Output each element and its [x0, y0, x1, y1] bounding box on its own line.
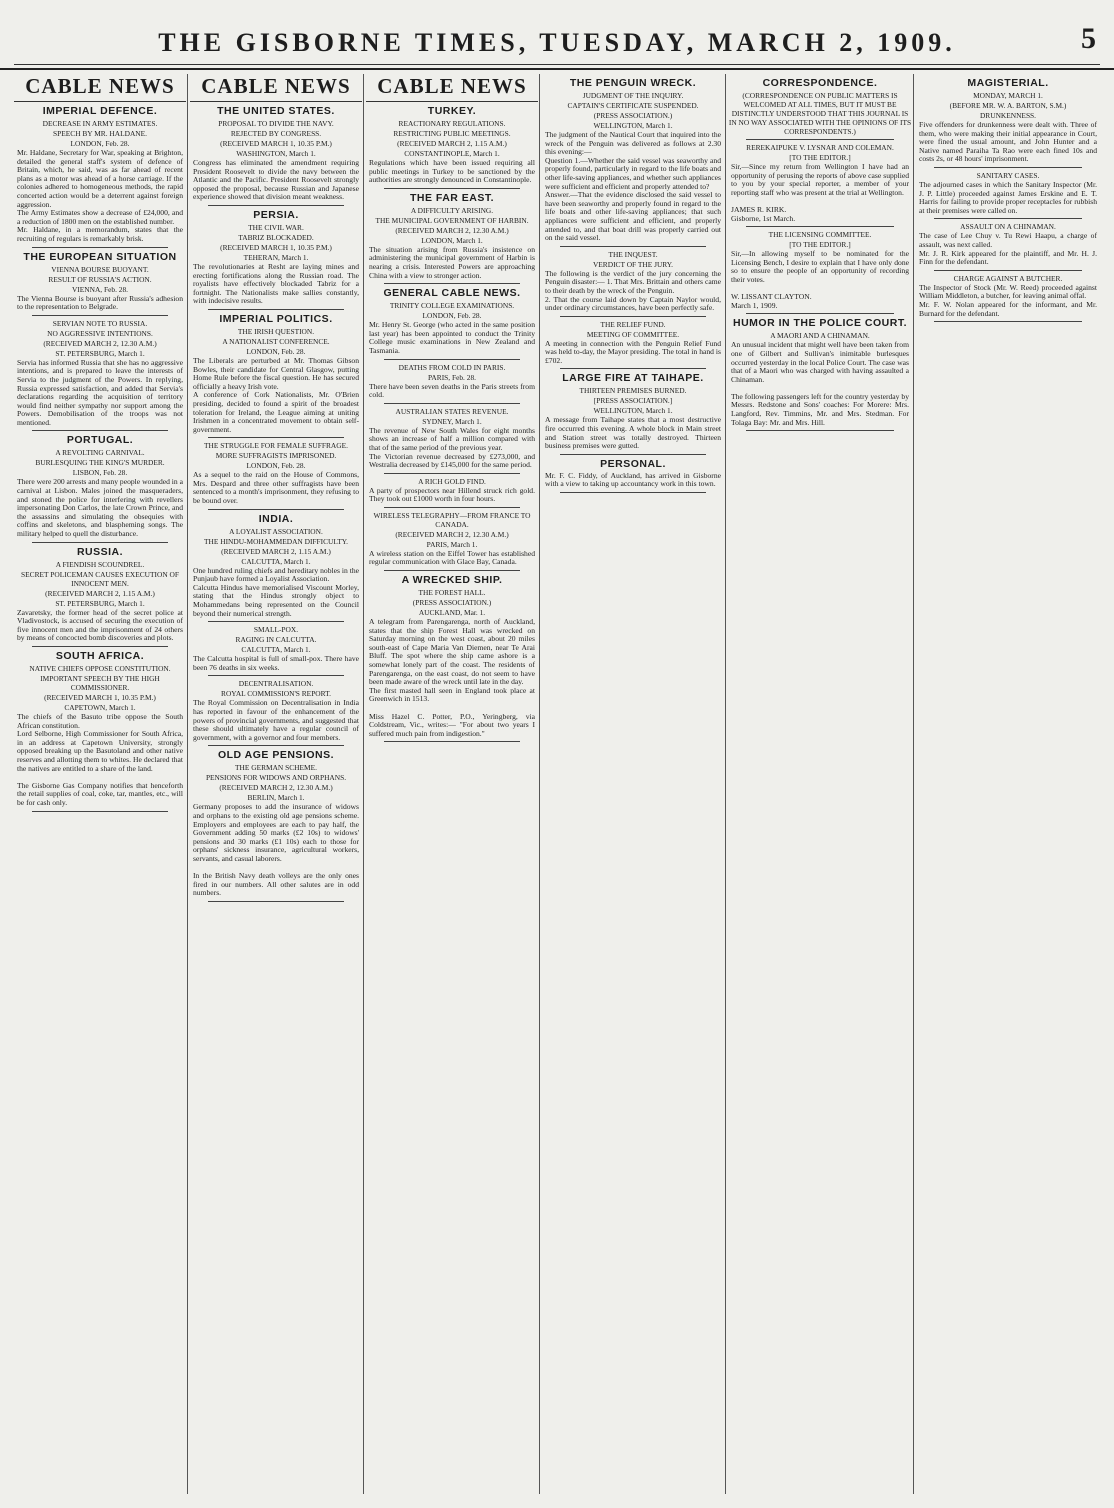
article-subheading: (PRESS ASSOCIATION.) [412, 598, 492, 608]
column-rule [539, 74, 540, 1494]
article-body: A wireless station on the Eiffel Tower has established regular communication with Glace Bay, Canada. [369, 548, 535, 567]
article-body: The Liberals are perturbed at Mr. Thomas Gibson Bowles, their candidate for Central Glasgow, putting Home Rule before the fiscal question. He has secured officially a heavy Irish vote. A conference of Cork Nationalists, Mr. O'Brien presiding, decided to found a spirit of the broadest toleration for Ireland, the League aiming at uniting Irishmen in a concentrated movement to obtain self-government. [193, 355, 359, 434]
article-dateline: LONDON, Feb. 28. [70, 139, 130, 148]
column-5 [728, 74, 912, 1494]
article [190, 513, 362, 623]
article-divider [560, 368, 706, 369]
article-divider [384, 741, 520, 742]
article-heading: THE UNITED STATES. [217, 105, 335, 117]
article-divider [32, 315, 168, 316]
article-body: The situation arising from Russia's insistence on administering the municipal government of Harbin is nearing a crisis. Interested Powers are approaching China with a view to stronger action. [369, 244, 535, 280]
article-subheading: VERDICT OF THE JURY. [592, 259, 674, 269]
article-subheading: REACTIONARY REGULATIONS. [398, 119, 506, 128]
article-divider [32, 542, 168, 543]
article-heading: THE FAR EAST. [409, 191, 495, 204]
article-divider [560, 454, 706, 455]
column-banner: CABLE NEWS [14, 74, 186, 102]
article-dateline: LONDON, Feb. 28. [246, 346, 306, 356]
article [366, 363, 538, 404]
article-subheading: ROYAL COMMISSION'S REPORT. [221, 689, 331, 699]
article-divider [208, 621, 344, 622]
article-dateline: CONSTANTINOPLE, March 1. [404, 149, 500, 158]
article-subheading: RAGING IN CALCUTTA. [235, 635, 317, 645]
article-subheading: NO AGGRESSIVE INTENTIONS. [47, 328, 153, 338]
article-body: The Vienna Bourse is buoyant after Russia's adhesion to the representation to Belgrade. [17, 293, 183, 312]
article-heading: MAGISTERIAL. [967, 77, 1049, 89]
article [916, 77, 1100, 168]
article [366, 287, 538, 359]
article-divider [32, 430, 168, 431]
article-body: The revenue of New South Wales for eight months shows an increase of half a million compared with that of the same period of the previous year. The Victorian revenue decreased by £273,000, and Westralia decreased by £145,000 for the same period. [369, 425, 535, 470]
article-body: Five offenders for drunkenness were dealt with. Three of them, who were making their initial appearance in Court, were fined the usual amount, and John Hunter and a Native named Paraiha Ta Rao were each fined 10s and costs 2s, or 48 hours' imprisonment. [919, 120, 1097, 164]
article-subheading: DEATHS FROM COLD IN PARIS. [398, 362, 506, 372]
article-subheading: (RECEIVED MARCH 1, 10.35 P.M.) [220, 139, 332, 148]
column-banner: CABLE NEWS [366, 74, 538, 102]
article-subheading: DRUNKENNESS. [979, 111, 1037, 120]
article-dateline: CALCUTTA, March 1. [241, 645, 311, 655]
article [14, 251, 186, 316]
article-heading: A WRECKED SHIP. [401, 574, 503, 587]
article-dateline: CALCUTTA, March 1. [241, 556, 311, 566]
article [14, 434, 186, 542]
article [190, 679, 362, 746]
article-subheading: RESULT OF RUSSIA'S ACTION. [48, 274, 152, 284]
article-body: Regulations which have been issued requiring all public meetings in Turkey to be sanctioned by the authorities are strongly denounced in Constantinople. [369, 158, 535, 185]
article-dateline: ST. PETERSBURG, March 1. [55, 598, 145, 608]
article-subheading: SPEECH BY MR. HALDANE. [53, 129, 147, 138]
article-subheading: REJECTED BY CONGRESS. [230, 129, 322, 138]
article-body: A message from Taihape states that a most destructive fire occurred this evening. A whole block in Main street and Station street was totally destroyed. Thirteen business premises were gutted. [545, 415, 721, 451]
article-dateline: PARIS, March 1. [426, 539, 478, 549]
article-subheading: DECREASE IN ARMY ESTIMATES. [42, 119, 158, 128]
article-divider [32, 247, 168, 248]
article-divider [208, 745, 344, 746]
column-rule [187, 74, 188, 1494]
article-body: Germany proposes to add the insurance of widows and orphans to the existing old age pensions scheme. Employers and employees are each to pay half, the Government adding 50 marks (£2 10s) to widows' pensions and 30 marks (£1 10s) each to those for orphans' sickness insurance, agricultural workers, servants, and casual laborers. In the British Navy death volleys are the only ones fired in our numbers. All other salutes are in odd numbers. [193, 802, 359, 898]
article-subheading: A DIFFICULTY ARISING. [410, 205, 494, 215]
article-subheading: (RECEIVED MARCH 2, 12.30 A.M.) [395, 225, 509, 235]
article-subheading: (RECEIVED MARCH 2, 1.15 A.M.) [221, 546, 331, 556]
article-divider [32, 646, 168, 647]
article-divider [384, 359, 520, 360]
article [366, 511, 538, 571]
article-subheading: BURLESQUING THE KING'S MURDER. [35, 458, 165, 468]
article-divider [560, 316, 706, 317]
article-body: Mr. F. C. Fiddy, of Auckland, has arrived in Gisborne with a view to taking up accountancy work in this town. [545, 470, 721, 489]
article-subheading: ASSAULT ON A CHINAMAN. [960, 222, 1056, 232]
article-subheading: A REVOLTING CARNIVAL. [55, 448, 145, 458]
article-dateline: WELLINGTON, March 1. [593, 406, 673, 416]
article-body: The adjourned cases in which the Sanitary Inspector (Mr. J. P. Little) proceeded against James Erskine and E. T. Harris for failing to provide proper receptacles for rubbish at their premises were called on. [919, 179, 1097, 215]
article-subheading: THE GERMAN SCHEME. [235, 763, 317, 773]
article-subheading: A MAORI AND A CHINAMAN. [770, 331, 870, 341]
article [728, 143, 912, 227]
article-subheading: WIRELESS TELEGRAPHY—FROM FRANCE TO CANADA. [373, 510, 531, 529]
article-subheading: (RECEIVED MARCH 1, 10.35 P.M.) [220, 242, 332, 252]
article-subheading: (RECEIVED MARCH 2, 1.15 A.M.) [45, 588, 155, 598]
article-dateline: LONDON, March 1. [421, 235, 483, 245]
article-body: Sir,—In allowing myself to be nominated for the Licensing Bench, I desire to explain that I have only done so to ensure the people of an opportunity of recording their votes. W. LISSANT CLAYTON. March 1, 1909. [731, 249, 909, 310]
article-subheading: THE IRISH QUESTION. [237, 326, 315, 336]
article-heading: PERSONAL. [600, 457, 666, 470]
article-subheading: (RECEIVED MARCH 2, 1.15 A.M.) [397, 139, 507, 148]
article-subheading: A NATIONALIST CONFERENCE. [222, 336, 330, 346]
article-heading: THE PENGUIN WRECK. [569, 77, 697, 89]
article-divider [746, 313, 894, 314]
article-subheading: CHARGE AGAINST A BUTCHER. [953, 273, 1063, 283]
article-body: Zavaretsky, the former head of the secret police at Vladivostock, is accused of securing the execution of five innocent men and the imprisonment of 24 others by means of concocted bomb discoveries and plots. [17, 607, 183, 643]
article-subheading: NATIVE CHIEFS OPPOSE CONSTITUTION. [29, 664, 171, 673]
article [190, 105, 362, 206]
article-body: Mr. Haldane, Secretary for War, speaking at Brighton, detailed the general staff's system of defence of Britain, which, he said, was as far ahead of recent plans as a motor was ahead of a horse carriage. If the colonies adhered to homogeneous methods, the rapid concerted action would be a deterrent against foreign aggression. The Army Estimates show a decrease of £24,000, and a reduction of 1800 men on the established number. Mr. Haldane, in a memorandum, states that the recruiting of regulars is remarkably brisk. [17, 148, 183, 243]
article-body: A party of prospectors near Hillend struck rich gold. They took out £1000 worth in four hours. [369, 485, 535, 504]
page-number: 5 [1081, 22, 1096, 55]
article-heading: RUSSIA. [76, 545, 124, 558]
article-body: The judgment of the Nautical Court that inquired into the wreck of the Penguin was delivered as follows at 2.30 this evening:— Question 1.—Whether the said vessel was seaworthy and properly found, particularly in regard to the life boats and other life-saving appliances, and whether such appliances were sufficient and efficient and properly attended to? Answer.—That the evidence disclosed the said vessel to have been seaworthy and properly found in regard to the life boats and other life-saving appliances; that such appliances were sufficient and efficient, and properly attended to, and that boat drill was properly carried out on the said vessel. [545, 130, 721, 243]
article [14, 546, 186, 647]
article-heading: OLD AGE PENSIONS. [217, 749, 335, 762]
column-3 [366, 74, 538, 1494]
article-body: One hundred ruling chiefs and hereditary nobles in the Punjaub have formed a Loyalist Association. Calcutta Hindus have memorialised Viscount Morley, stating that the Hindus strongly object to Mohammedans being represented on the Council beyond their numerical strength. [193, 565, 359, 618]
article-body: The Calcutta hospital is full of small-pox. There have been 76 deaths in six weeks. [193, 654, 359, 672]
article-dateline: WASHINGTON, March 1. [236, 149, 316, 158]
article-divider [746, 430, 894, 431]
article-divider [384, 473, 520, 474]
article-subheading: (RECEIVED MARCH 2, 12.30 A.M.) [43, 338, 157, 348]
article-body: The Royal Commission on Decentralisation in India has reported in favour of the enhancement of the powers of provincial governments, and suggested that these should ultimately have a regular council of government, with a governor and four members. [193, 698, 359, 742]
column-rule [913, 74, 914, 1494]
article-subheading: RESTRICTING PUBLIC MEETINGS. [393, 129, 511, 138]
article-body: A meeting in connection with the Penguin Relief Fund was held to-day, the Mayor presiding. The total in hand is £702. [545, 338, 721, 365]
article-body: There were 200 arrests and many people wounded in a carnival at Lisbon. Males joined the masqueraders, and stoned the police for interfering with revellers impersonating Don Carlos, the late Crown Prince, and the assassins and simulating the obsequies with coffins and skeletons, and blaspheming songs. The military helped to quell the disturbance. [17, 477, 183, 539]
article-divider [384, 570, 520, 571]
article-subheading: MORE SUFFRAGISTS IMPRISONED. [215, 451, 337, 461]
article-dateline: BERLIN, March 1. [247, 793, 305, 803]
article-divider [384, 188, 520, 189]
article-subheading: THE HINDU-MOHAMMEDAN DIFFICULTY. [204, 536, 348, 546]
article-dateline: CAPETOWN, March 1. [64, 703, 136, 712]
article-subheading: TABRIZ BLOCKADED. [238, 232, 314, 242]
article-subheading: (RECEIVED MARCH 2, 12.30 A.M.) [395, 529, 509, 539]
article-heading: INDIA. [258, 512, 294, 525]
article-subheading: SANITARY CASES. [976, 170, 1040, 180]
article-dateline: LONDON, Feb. 28. [422, 311, 482, 321]
article-subheading: A LOYALIST ASSOCIATION. [229, 526, 323, 536]
article-subheading: TRINITY COLLEGE EXAMINATIONS. [389, 301, 515, 311]
article-heading: GENERAL CABLE NEWS. [383, 287, 521, 300]
column-banner: CABLE NEWS [190, 74, 362, 102]
article [366, 574, 538, 742]
article [14, 650, 186, 812]
article-dateline: SYDNEY, March 1. [422, 416, 482, 426]
article-heading: PERSIA. [253, 208, 299, 221]
article [190, 441, 362, 509]
article-divider [560, 492, 706, 493]
article-body: The revolutionaries at Resht are laying mines and erecting fortifications along the Russian road. The royalists have effectively blockaded Tabriz for a fortnight. The Nationalists make sallies constantly, with indecisive results. [193, 261, 359, 306]
article-body: The chiefs of the Basuto tribe oppose the South African constitution. Lord Selborne, High Commissioner for South Africa, in an address at Capetown University, strongly opposed breaking up the Basutoland and other native reserves and allotting them to whites. He declared that the natives are entitled to a share of the land. The Gisborne Gas Company notifies that henceforth the retail supplies of coal, coke, tar, mantles, etc., will be for cash only. [17, 712, 183, 807]
article-subheading: CAPTAIN'S CERTIFICATE SUSPENDED. [567, 101, 699, 110]
column-rule [725, 74, 726, 1494]
article-subheading: MONDAY, MARCH 1. [973, 91, 1043, 100]
article-body: As a sequel to the raid on the House of Commons, Mrs. Despard and three other suffragists have been sentenced to a month's imprisonment, they refusing to be bound over. [193, 470, 359, 506]
article-subheading: THE RELIEF FUND. [600, 319, 666, 329]
article-divider [934, 167, 1082, 168]
article-subheading: IMPORTANT SPEECH BY THE HIGH COMMISSIONER. [40, 674, 160, 692]
article-heading: LARGE FIRE AT TAIHAPE. [562, 372, 704, 385]
article-body: The following is the verdict of the jury concerning the Penguin disaster:— 1. That Mrs. Brittain and others came to their death by the wreck of the Penguin. 2. That the course laid down by Captain Naylor would, under ordinary circumstances, have been perfectly safe. [545, 268, 721, 313]
article [542, 458, 724, 493]
article-subheading: SERVIAN NOTE TO RUSSIA. [52, 318, 148, 328]
article-heading: THE EUROPEAN SITUATION [23, 250, 177, 263]
article-subheading: DECENTRALISATION. [238, 679, 314, 689]
masthead-rule [14, 64, 1100, 65]
article-divider [384, 507, 520, 508]
article-dateline: LISBON, Feb. 28. [72, 468, 128, 478]
article [916, 274, 1100, 322]
article [542, 372, 724, 454]
column-rule [363, 74, 364, 1494]
article-subheading: THIRTEEN PREMISES BURNED. [579, 386, 687, 396]
article-subheading: (RECEIVED MARCH 2, 12.30 A.M.) [219, 783, 333, 793]
article-subheading: (BEFORE MR. W. A. BARTON, S.M.) [949, 101, 1067, 110]
column-1 [14, 74, 186, 1494]
article-body: An unusual incident that might well have been taken from one of Gilbert and Sullivan's inimitable burlesques occurred yesterday in the local Police Court. The case was that of a Maori who was charged with having assaulted a Chinaman. The following passengers left for the country yesterday by Messrs. Redstone and Sons' coaches: For Morere: Mrs. Langford, Rev. Timmins, Mr. and Mrs. Stedman. For Tolaga Bay: Mr. and Mrs. Hill. [731, 340, 909, 427]
article-divider [208, 437, 344, 438]
article-subheading: THE LICENSING COMMITTEE. [768, 230, 872, 240]
article-divider [934, 270, 1082, 271]
article-heading: IMPERIAL POLITICS. [219, 312, 333, 325]
article [728, 77, 912, 140]
article-divider [208, 509, 344, 510]
article [190, 749, 362, 902]
article-subheading: MEETING OF COMMITTEE. [586, 329, 680, 339]
article-subheading: AUSTRALIAN STATES REVENUE. [395, 406, 509, 416]
article-divider [208, 205, 344, 206]
article-heading: PORTUGAL. [66, 434, 134, 447]
article-body: The Inspector of Stock (Mr. W. Reed) proceeded against William Middleton, a butcher, for leaving animal offal. Mr. F. W. Nolan appeared for the informant, and Mr. Burnard for the defendant. [919, 282, 1097, 318]
article-subheading: THE MUNICIPAL GOVERNMENT OF HARBIN. [375, 215, 529, 225]
article-subheading: THE STRUGGLE FOR FEMALE SUFFRAGE. [204, 441, 348, 451]
column-2 [190, 74, 362, 1494]
article-divider [746, 139, 894, 140]
article-divider [384, 403, 520, 404]
article-dateline: TEHERAN, March 1. [243, 252, 309, 262]
article-subheading: REREKAIPUKE V. LYSNAR AND COLEMAN. [746, 143, 894, 152]
article-dateline: ST. PETERSBURG, March 1. [55, 348, 145, 358]
article-divider [384, 283, 520, 284]
article [916, 171, 1100, 219]
article-heading: IMPERIAL DEFENCE. [42, 105, 158, 117]
article-body: Sir,—Since my return from Wellington I have had an opportunity of perusing the reports of above case supplied to you by your special reporter, a member of your reporting staff who was present at the trial at Wellington. JAMES R. KIRK. Gisborne, 1st March. [731, 162, 909, 223]
article-body: The case of Lee Chuy v. Tu Rewi Haapu, a charge of assault, was next called. Mr. J. R. Kirk appeared for the plaintiff, and Mr. H. J. Finn for the defendant. [919, 231, 1097, 267]
article-body: A telegram from Parengarenga, north of Auckland, states that the ship Forest Hall was wrecked on Saturday morning on the west coast, about 20 miles south-east of Cape Maria Van Diemen, near Te Arai Bluff. The spot where the ship came ashore is a somewhat lonely part of the coast. The residents of Parengarenga, on the east coast, do not seem to have been made aware of the wreck until late in the day. The first masted hall seen in England took place at Greenwich in 1513. Miss Hazel C. Potter, P.O., Yeringberg, via Coldstream, Vic., writes:— "For about two years I suffered much pain from indigestion." [369, 617, 535, 738]
article-subheading: SECRET POLICEMAN CAUSES EXECUTION OF INNOCENT MEN. [21, 569, 179, 588]
article [728, 230, 912, 314]
article-subheading: [TO THE EDITOR.] [789, 240, 851, 250]
newspaper-title: THE GISBORNE TIMES, TUESDAY, MARCH 2, 1909. [158, 28, 956, 57]
article-subheading: VIENNA BOURSE BUOYANT. [51, 264, 149, 274]
article-divider [934, 321, 1082, 322]
article [542, 77, 724, 247]
article-dateline: LONDON, Feb. 28. [246, 461, 306, 471]
article [14, 105, 186, 248]
article-body: Servia has informed Russia that she has no aggressive intentions, and is prepared to leave the interests of Servia to the judgment of the Powers. In replying, Russia expressed satisfaction, and added that Servia's declarations regarding the acquisition of territory would find neither sympathy nor support among the Powers. Demobilisation of the troops was not mentioned. [17, 357, 183, 427]
article [190, 313, 362, 438]
article-subheading: (CORRESPONDENCE ON PUBLIC MATTERS IS WELCOMED AT ALL TIMES, BUT IT MUST BE DISTINCTLY UNDERSTOOD THAT THIS JOURNAL IS IN NO WAY ASSOCIATED WITH THE OPINIONS OF ITS CORRESPONDENTS.) [728, 91, 912, 136]
article-subheading: THE CIVIL WAR. [248, 222, 304, 232]
article [916, 222, 1100, 270]
article-subheading: (PRESS ASSOCIATION.) [593, 111, 673, 120]
article-subheading: [PRESS ASSOCIATION.] [593, 396, 673, 406]
article-divider [208, 309, 344, 310]
article [542, 320, 724, 370]
article-subheading: PROPOSAL TO DIVIDE THE NAVY. [218, 119, 334, 128]
article-divider [934, 218, 1082, 219]
article-subheading: [TO THE EDITOR.] [789, 153, 851, 162]
article [728, 317, 912, 431]
article-body: There have been seven deaths in the Paris streets from cold. [369, 381, 535, 400]
article-dateline: VIENNA, Feb. 28. [71, 284, 129, 294]
article-heading: HUMOR IN THE POLICE COURT. [732, 317, 907, 330]
article-dateline: AUCKLAND, Mar. 1. [418, 608, 486, 618]
article-body: Mr. Henry St. George (who acted in the same position last year) has been appointed to conduct the Trinity College music examinations in New Zealand and Tasmania. [369, 320, 535, 355]
column-4 [542, 74, 724, 1494]
article-subheading: SMALL-POX. [253, 625, 299, 635]
article-subheading: A RICH GOLD FIND. [418, 476, 486, 486]
article-divider [32, 811, 168, 812]
masthead [0, 8, 1114, 70]
article-heading: TURKEY. [427, 105, 477, 117]
article-subheading: PENSIONS FOR WIDOWS AND ORPHANS. [205, 773, 347, 783]
article [366, 477, 538, 508]
article-subheading: (RECEIVED MARCH 1, 10.35 P.M.) [44, 693, 156, 702]
article-body: Congress has eliminated the amendment requiring President Roosevelt to divide the navy between the Atlantic and the Pacific. President Roosevelt strongly opposed the proposal, because Russian and Japanese experience showed that division meant weakness. [193, 158, 359, 202]
article-divider [560, 246, 706, 247]
article [366, 192, 538, 284]
article-subheading: THE INQUEST. [608, 249, 658, 259]
article-dateline: PARIS, Feb. 28. [428, 372, 476, 382]
article-subheading: THE FOREST HALL. [418, 588, 486, 598]
article-heading: CORRESPONDENCE. [762, 77, 878, 89]
column-6 [916, 74, 1100, 1494]
article [190, 209, 362, 310]
article-heading: SOUTH AFRICA. [55, 650, 145, 662]
article-dateline: WELLINGTON, March 1. [593, 121, 673, 130]
article [14, 319, 186, 432]
article [366, 105, 538, 189]
article-divider [746, 226, 894, 227]
article-subheading: A FIENDISH SCOUNDREL. [55, 559, 145, 569]
article-divider [208, 901, 344, 902]
article-subheading: JUDGMENT OF THE INQUIRY. [582, 91, 684, 100]
article [542, 250, 724, 317]
article [190, 625, 362, 676]
article-divider [208, 675, 344, 676]
article [366, 407, 538, 474]
